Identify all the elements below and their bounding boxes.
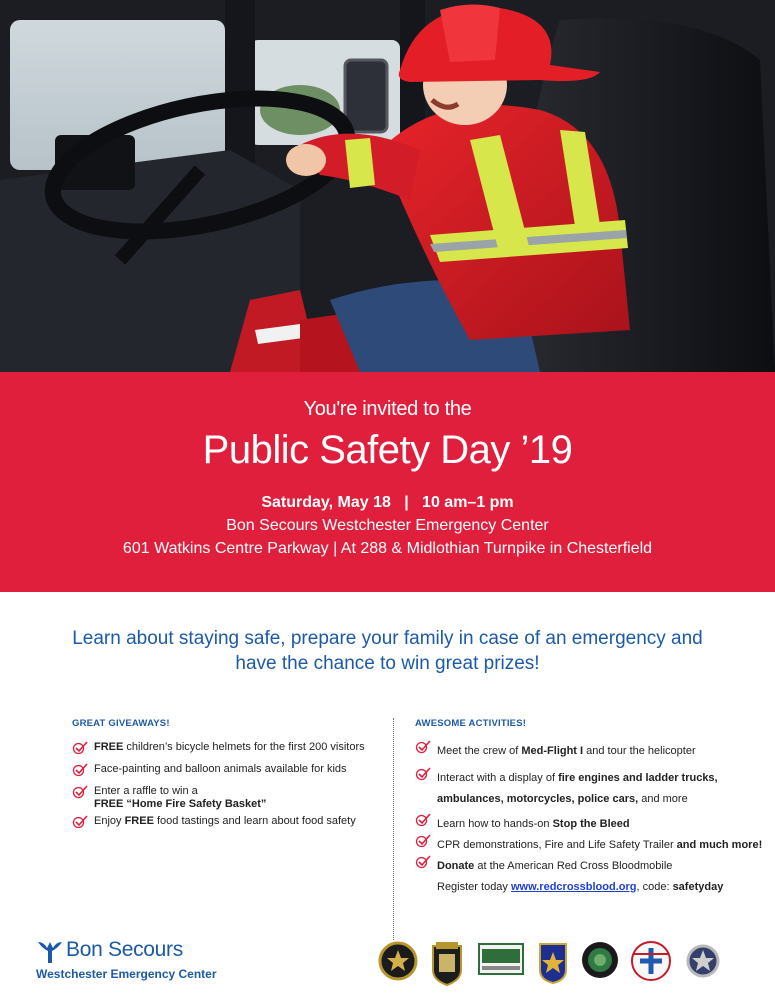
register-text: , code:: [636, 881, 673, 893]
sheriff-seal-icon: [378, 940, 418, 982]
item-text: Enjoy: [94, 815, 125, 827]
item-bold: FREE: [94, 741, 124, 753]
list-item: [72, 785, 377, 811]
register-text: Register today: [437, 881, 511, 893]
police-badge-icon: [430, 940, 464, 986]
list-item: [72, 763, 377, 776]
list-item: [415, 814, 775, 835]
county-seal-icon: [580, 940, 620, 980]
list-item: [415, 856, 775, 877]
checkmark-icon: [415, 813, 431, 827]
item-text: Face-painting and balloon animals available for kids: [94, 763, 347, 775]
item-text: and more: [638, 793, 688, 805]
giveaways-column: [72, 718, 377, 837]
intro-text: Learn about staying safe, prepare your family in case of an emergency and have the chance to win great prizes!: [72, 628, 703, 674]
item-bold: and much more!: [676, 839, 763, 851]
bon-secours-mark-icon: [36, 939, 64, 965]
activities-heading: AWESOME ACTIVITIES!: [415, 718, 527, 729]
activities-column: [415, 718, 775, 898]
item-text: and tour the helicopter: [583, 745, 696, 757]
checkmark-icon: [415, 740, 431, 754]
item-bold: Donate: [437, 860, 475, 872]
checkmark-icon: [72, 763, 88, 777]
giveaways-heading: GREAT GIVEAWAYS!: [72, 718, 170, 729]
partner-badges: [378, 940, 728, 992]
item-text: Meet the crew of: [437, 745, 522, 757]
item-text: Learn how to hands-on: [437, 818, 553, 830]
child-firefighter-photo: [0, 0, 775, 372]
checkmark-icon: [72, 785, 88, 799]
column-divider: [393, 718, 394, 940]
invitation-line: You're invited to the: [303, 398, 472, 420]
checkmark-icon: [72, 815, 88, 829]
list-item: [415, 835, 775, 856]
event-date-time: [0, 494, 775, 512]
item-bold: FREE: [124, 815, 154, 827]
fire-ems-patch-icon: [536, 940, 570, 984]
event-banner: [0, 372, 775, 592]
checkmark-icon: [415, 834, 431, 848]
item-bold: fire engines and ladder trucks, ambulances, motorcycles, police cars,: [437, 772, 718, 805]
item-text: at the American Red Cross Bloodmobile: [474, 860, 673, 872]
hero-photo: [0, 0, 775, 372]
event-time: 10 am–1 pm: [422, 494, 514, 511]
item-bold: Med-Flight I: [521, 745, 584, 757]
item-text: CPR demonstrations, Fire and Life Safety Trailer: [437, 839, 677, 851]
separator: |: [404, 494, 409, 511]
item-text: children’s bicycle helmets for the first 200 visitors: [123, 741, 365, 753]
event-address: 601 Watkins Centre Parkway | At 288 & Midlothian Turnpike in Chesterfield: [122, 540, 653, 557]
item-bold: Stop the Bleed: [552, 818, 630, 830]
item-bold: FREE “Home Fire Safety Basket”: [94, 798, 267, 810]
list-item: [72, 741, 377, 754]
promo-code: safetyday: [672, 881, 724, 893]
checkmark-icon: [415, 855, 431, 869]
register-line: [415, 877, 775, 898]
event-date: Saturday, May 18: [261, 494, 391, 511]
item-text: Enter a raffle to win a: [94, 785, 198, 797]
police-star-badge-icon: [686, 940, 720, 982]
med-flight-logo-icon: [628, 940, 674, 982]
event-title: Public Safety Day ’19: [202, 428, 573, 472]
bon-secours-logo: [36, 938, 236, 988]
bloodmobile-link[interactable]: www.redcrossblood.org: [510, 881, 637, 893]
item-text: food tastings and learn about food safety: [153, 815, 356, 827]
event-venue: Bon Secours Westchester Emergency Center: [226, 517, 549, 534]
item-text: Interact with a display of: [437, 772, 559, 784]
list-item: [72, 815, 377, 828]
list-item: [415, 741, 775, 762]
checkmark-icon: [72, 741, 88, 755]
list-item: [415, 768, 775, 810]
logo-name: Bon Secours: [66, 938, 183, 961]
logo-subtitle: Westchester Emergency Center: [36, 967, 217, 981]
cert-logo-icon: [478, 940, 524, 978]
checkmark-icon: [415, 767, 431, 781]
